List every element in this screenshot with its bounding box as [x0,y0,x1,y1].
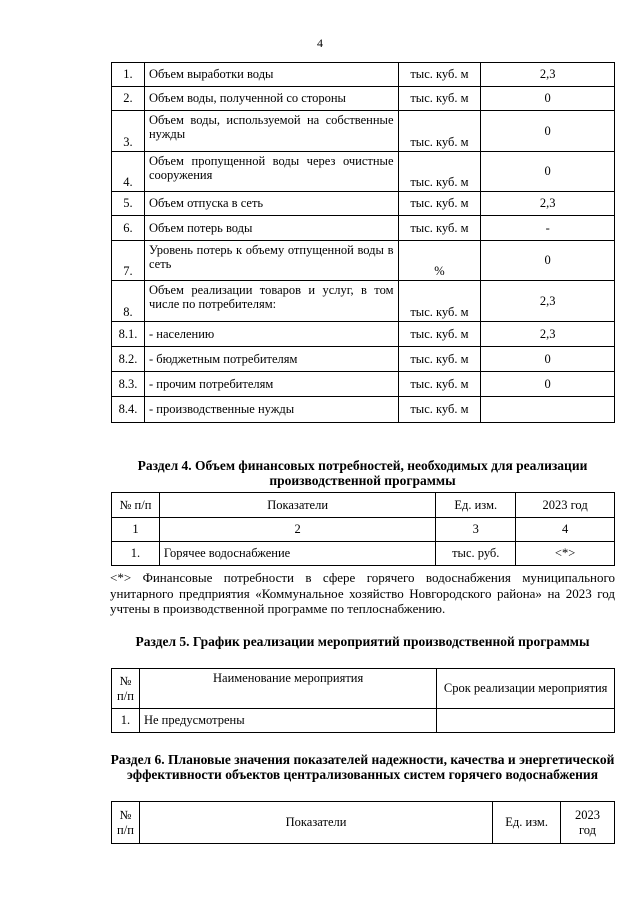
table-row [112,397,615,423]
row-unit: тыс. куб. м [398,281,481,322]
row-unit: тыс. куб. м [398,322,481,347]
row-name: - бюджетным потребителям [144,347,398,372]
row-name: Не предусмотрены [139,709,436,733]
index-cell: 3 [436,518,516,542]
row-term [437,709,615,733]
row-name: - населению [144,322,398,347]
row-num: 8. [112,281,145,322]
row-unit: тыс. куб. м [398,192,481,216]
row-value: 2,3 [481,322,615,347]
row-num: 5. [112,192,145,216]
row-unit: тыс. куб. м [398,87,481,111]
row-unit: тыс. руб. [436,542,516,566]
table-row [112,192,615,216]
header-num: № п/п [112,802,140,844]
header-num: № п/п [112,669,140,709]
table-row [112,322,615,347]
row-name: Горячее водоснабжение [159,542,435,566]
schedule-table [111,668,615,733]
row-num: 2. [112,87,145,111]
row-unit: тыс. куб. м [398,111,481,152]
header-unit: Ед. изм. [493,802,561,844]
table-row [112,347,615,372]
row-value: 2,3 [481,63,615,87]
row-name: Уровень потерь к объему отпущенной воды в сеть [144,241,398,281]
table-row [112,152,615,192]
row-unit: тыс. куб. м [398,216,481,241]
row-unit: тыс. куб. м [398,397,481,423]
header-indicators: Показатели [139,802,492,844]
row-num: 4. [112,152,145,192]
row-name: Объем воды, используемой на собственные нужды [144,111,398,152]
row-name: Объем выработки воды [144,63,398,87]
row-value: <*> [516,542,615,566]
section6-heading: Раздел 6. Плановые значения показателей надежности, качества и энергетической эффективности объектов централизованных систем горячего водоснабжения [110,752,615,782]
row-unit: тыс. куб. м [398,63,481,87]
row-name: - производственные нужды [144,397,398,423]
section4-heading: Раздел 4. Объем финансовых потребностей, необходимых для реализации производственной программы [137,458,588,488]
table-row [112,372,615,397]
row-num: 8.2. [112,347,145,372]
row-value: 0 [481,87,615,111]
row-value: 0 [481,152,615,192]
financial-note: <*> Финансовые потребности в сфере горячего водоснабжения муниципального унитарного предприятия «Коммунальное хозяйство Новгородского района» на 2023 год учтены в производственной программе по теплоснабжению. [110,570,615,616]
index-cell: 2 [159,518,435,542]
index-cell: 1 [112,518,160,542]
row-value: 0 [481,111,615,152]
table-row [112,87,615,111]
table-row [112,216,615,241]
header-indicators: Показатели [159,493,435,518]
table-row [112,241,615,281]
row-name: Объем реализации товаров и услуг, в том числе по потребителям: [144,281,398,322]
row-name: Объем воды, полученной со стороны [144,87,398,111]
row-value: 2,3 [481,281,615,322]
header-year: 2023 год [561,802,615,844]
financial-needs-table [111,492,615,566]
row-value: 2,3 [481,192,615,216]
header-year: 2023 год [516,493,615,518]
header-unit: Ед. изм. [436,493,516,518]
header-term: Срок реализации мероприятия [437,669,615,709]
row-value: 0 [481,347,615,372]
row-num: 8.3. [112,372,145,397]
row-name: Объем потерь воды [144,216,398,241]
page-number: 4 [317,36,323,50]
header-activity: Наименование мероприятия [139,669,436,709]
row-name: Объем отпуска в сеть [144,192,398,216]
row-value [481,397,615,423]
row-num: 1. [112,542,160,566]
row-num: 6. [112,216,145,241]
row-num: 1. [112,709,140,733]
row-unit: тыс. куб. м [398,347,481,372]
row-value: 0 [481,241,615,281]
row-num: 3. [112,111,145,152]
row-num: 7. [112,241,145,281]
row-value: - [481,216,615,241]
water-balance-table [111,62,615,423]
row-unit: % [398,241,481,281]
reliability-table [111,801,615,844]
row-value: 0 [481,372,615,397]
row-unit: тыс. куб. м [398,372,481,397]
row-name: Объем пропущенной воды через очистные сооружения [144,152,398,192]
row-unit: тыс. куб. м [398,152,481,192]
row-num: 1. [112,63,145,87]
table-row [112,111,615,152]
table-row [112,281,615,322]
row-name: - прочим потребителям [144,372,398,397]
index-cell: 4 [516,518,615,542]
header-num: № п/п [112,493,160,518]
row-num: 8.4. [112,397,145,423]
row-num: 8.1. [112,322,145,347]
section5-heading: Раздел 5. График реализации мероприятий производственной программы [135,634,590,649]
table-row [112,63,615,87]
